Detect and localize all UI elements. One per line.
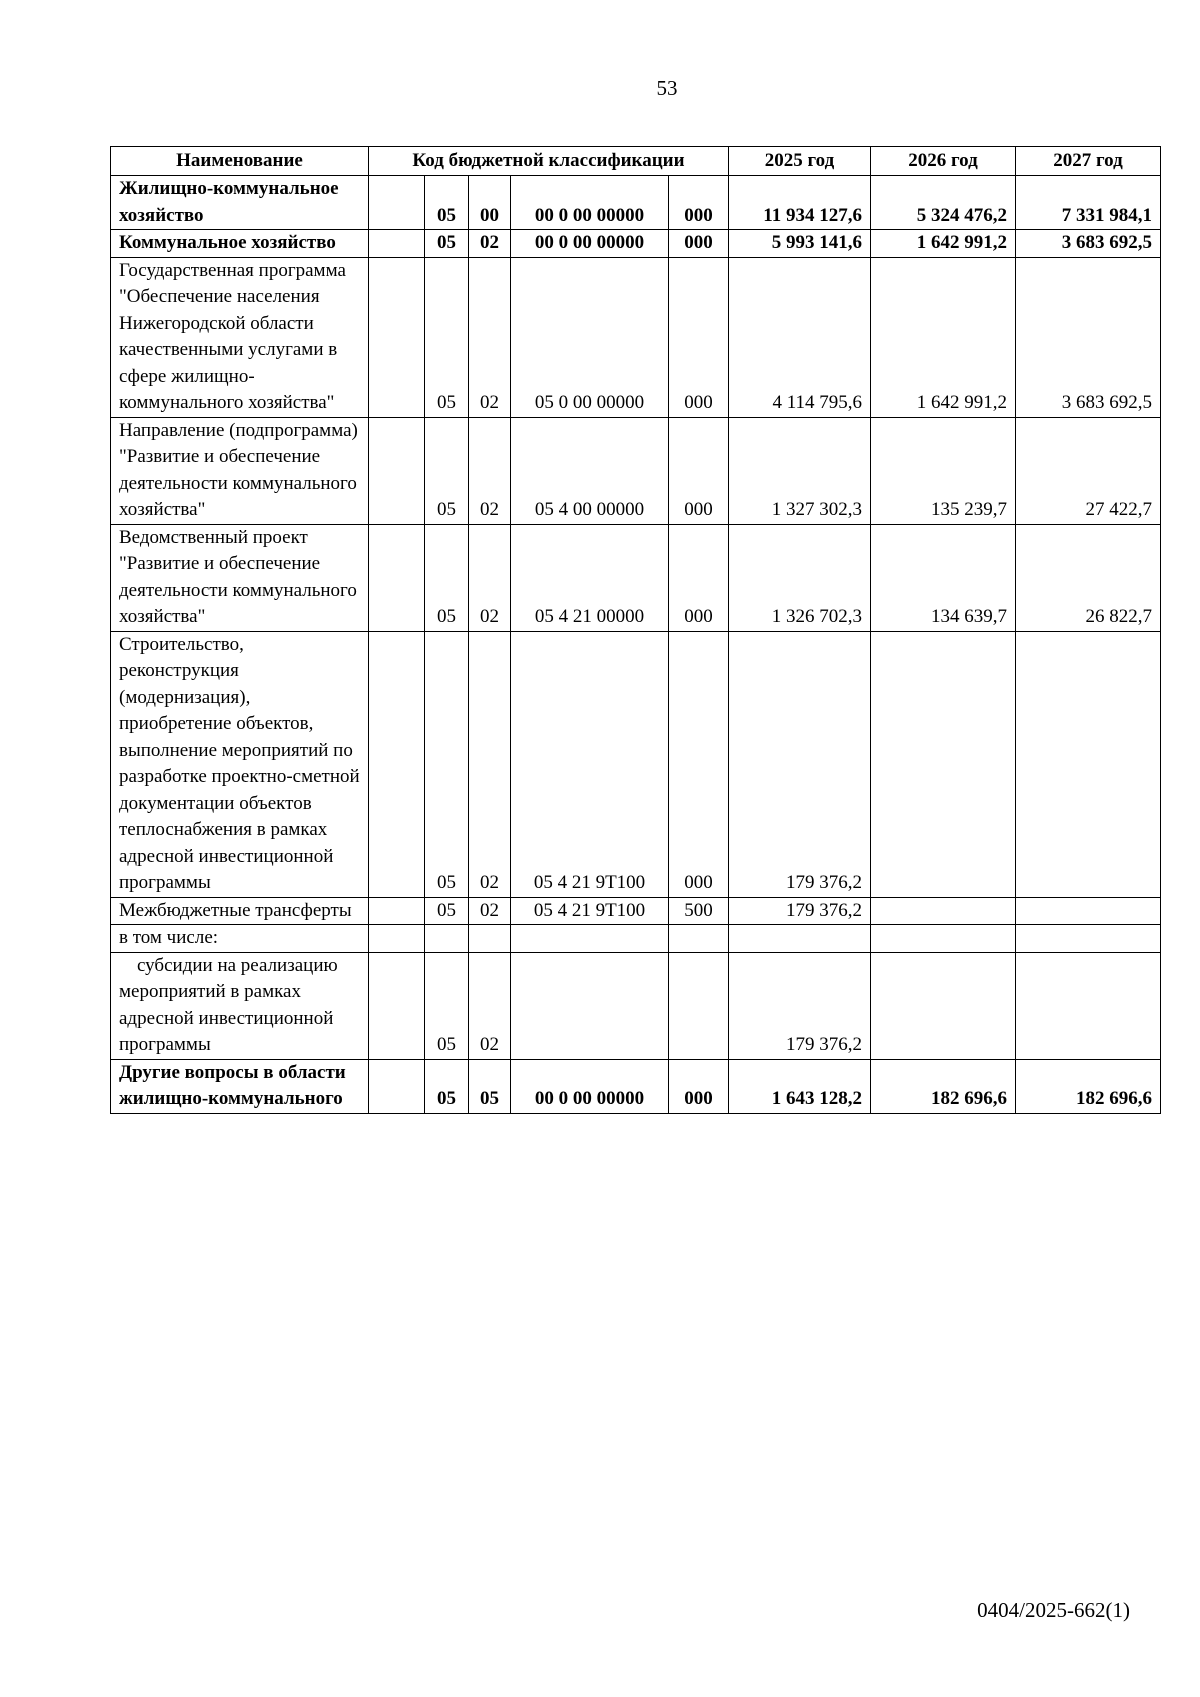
table-row [111, 952, 1161, 1059]
cell-expense-type: 000 [669, 257, 729, 417]
cell-target-article: 00 0 00 00000 [511, 230, 669, 258]
cell-2027 [1016, 631, 1161, 897]
cell-2027: 26 822,7 [1016, 524, 1161, 631]
cell-expense-type [669, 925, 729, 953]
cell-subsection: 02 [469, 897, 511, 925]
cell-target-article: 00 0 00 00000 [511, 1059, 669, 1113]
cell-blank [369, 524, 425, 631]
cell-blank [369, 176, 425, 230]
cell-subsection: 02 [469, 631, 511, 897]
cell-section: 05 [425, 897, 469, 925]
header-name: Наименование [111, 147, 369, 176]
cell-2026: 1 642 991,2 [871, 257, 1016, 417]
cell-name [111, 952, 369, 1059]
cell-section: 05 [425, 176, 469, 230]
cell-2027: 182 696,6 [1016, 1059, 1161, 1113]
cell-section: 05 [425, 417, 469, 524]
cell-2027: 7 331 984,1 [1016, 176, 1161, 230]
cell-blank [369, 897, 425, 925]
cell-name: Коммунальное хозяйство [111, 230, 369, 258]
cell-subsection: 02 [469, 417, 511, 524]
cell-section: 05 [425, 1059, 469, 1113]
header-code: Код бюджетной классификации [369, 147, 729, 176]
cell-name: Другие вопросы в области жилищно-коммунального [111, 1059, 369, 1113]
table-row [111, 417, 1161, 524]
cell-blank [369, 417, 425, 524]
cell-expense-type: 000 [669, 417, 729, 524]
cell-2027: 3 683 692,5 [1016, 257, 1161, 417]
cell-blank [369, 631, 425, 897]
header-2026: 2026 год [871, 147, 1016, 176]
cell-section: 05 [425, 631, 469, 897]
cell-section: 05 [425, 952, 469, 1059]
table-row [111, 257, 1161, 417]
cell-2025: 1 327 302,3 [729, 417, 871, 524]
cell-2025: 179 376,2 [729, 952, 871, 1059]
cell-blank [369, 952, 425, 1059]
cell-section: 05 [425, 230, 469, 258]
cell-2026: 135 239,7 [871, 417, 1016, 524]
cell-expense-type: 000 [669, 524, 729, 631]
cell-name: Направление (подпрограмма) "Развитие и обеспечение деятельности коммунального хозяйства" [111, 417, 369, 524]
cell-2026 [871, 952, 1016, 1059]
cell-target-article: 05 4 21 9Т100 [511, 897, 669, 925]
cell-2025: 5 993 141,6 [729, 230, 871, 258]
cell-2026: 182 696,6 [871, 1059, 1016, 1113]
table-header-row [111, 147, 1161, 176]
budget-table [110, 146, 1161, 1114]
table-row [111, 631, 1161, 897]
cell-2027 [1016, 897, 1161, 925]
cell-subsection: 02 [469, 257, 511, 417]
cell-expense-type: 000 [669, 1059, 729, 1113]
cell-2026 [871, 631, 1016, 897]
header-2025: 2025 год [729, 147, 871, 176]
table-row [111, 1059, 1161, 1113]
cell-name: Жилищно-коммунальное хозяйство [111, 176, 369, 230]
cell-blank [369, 925, 425, 953]
cell-2027 [1016, 925, 1161, 953]
cell-subsection: 00 [469, 176, 511, 230]
cell-name: в том числе: [111, 925, 369, 953]
cell-section [425, 925, 469, 953]
cell-expense-type: 500 [669, 897, 729, 925]
cell-target-article [511, 925, 669, 953]
cell-target-article: 00 0 00 00000 [511, 176, 669, 230]
cell-subsection: 02 [469, 524, 511, 631]
document-code: 0404/2025-662(1) [977, 1598, 1130, 1622]
table-row [111, 925, 1161, 953]
cell-blank [369, 257, 425, 417]
cell-name-text: субсидии на реализацию мероприятий в рамках адресной инвестиционной программы [119, 954, 338, 1055]
cell-target-article: 05 4 21 9Т100 [511, 631, 669, 897]
cell-2027: 3 683 692,5 [1016, 230, 1161, 258]
cell-subsection [469, 925, 511, 953]
cell-2025: 4 114 795,6 [729, 257, 871, 417]
cell-2025 [729, 925, 871, 953]
cell-name: Ведомственный проект "Развитие и обеспечение деятельности коммунального хозяйства" [111, 524, 369, 631]
cell-2027 [1016, 952, 1161, 1059]
cell-2025: 1 643 128,2 [729, 1059, 871, 1113]
cell-subsection: 02 [469, 952, 511, 1059]
cell-2027: 27 422,7 [1016, 417, 1161, 524]
cell-name: Межбюджетные трансферты [111, 897, 369, 925]
cell-2026 [871, 897, 1016, 925]
table-row [111, 230, 1161, 258]
cell-expense-type: 000 [669, 176, 729, 230]
cell-blank [369, 230, 425, 258]
cell-2025: 179 376,2 [729, 897, 871, 925]
cell-subsection: 02 [469, 230, 511, 258]
cell-2026: 1 642 991,2 [871, 230, 1016, 258]
cell-expense-type: 000 [669, 230, 729, 258]
cell-name: Строительство, реконструкция (модернизация), приобретение объектов, выполнение мероприятий по разработке проектно-сметной документации объектов теплоснабжения в рамках адресной инвестиционной программы [111, 631, 369, 897]
cell-expense-type [669, 952, 729, 1059]
cell-2026 [871, 925, 1016, 953]
table-row [111, 524, 1161, 631]
table-row [111, 176, 1161, 230]
cell-2025: 11 934 127,6 [729, 176, 871, 230]
cell-expense-type: 000 [669, 631, 729, 897]
cell-2026: 5 324 476,2 [871, 176, 1016, 230]
cell-target-article [511, 952, 669, 1059]
cell-section: 05 [425, 524, 469, 631]
cell-target-article: 05 0 00 00000 [511, 257, 669, 417]
table-row [111, 897, 1161, 925]
cell-target-article: 05 4 21 00000 [511, 524, 669, 631]
page-number: 53 [656, 76, 678, 100]
cell-subsection: 05 [469, 1059, 511, 1113]
cell-2025: 179 376,2 [729, 631, 871, 897]
cell-2025: 1 326 702,3 [729, 524, 871, 631]
header-2027: 2027 год [1016, 147, 1161, 176]
cell-blank [369, 1059, 425, 1113]
cell-section: 05 [425, 257, 469, 417]
cell-2026: 134 639,7 [871, 524, 1016, 631]
cell-name: Государственная программа "Обеспечение населения Нижегородской области качественными услугами в сфере жилищно-коммунального хозяйства" [111, 257, 369, 417]
cell-target-article: 05 4 00 00000 [511, 417, 669, 524]
